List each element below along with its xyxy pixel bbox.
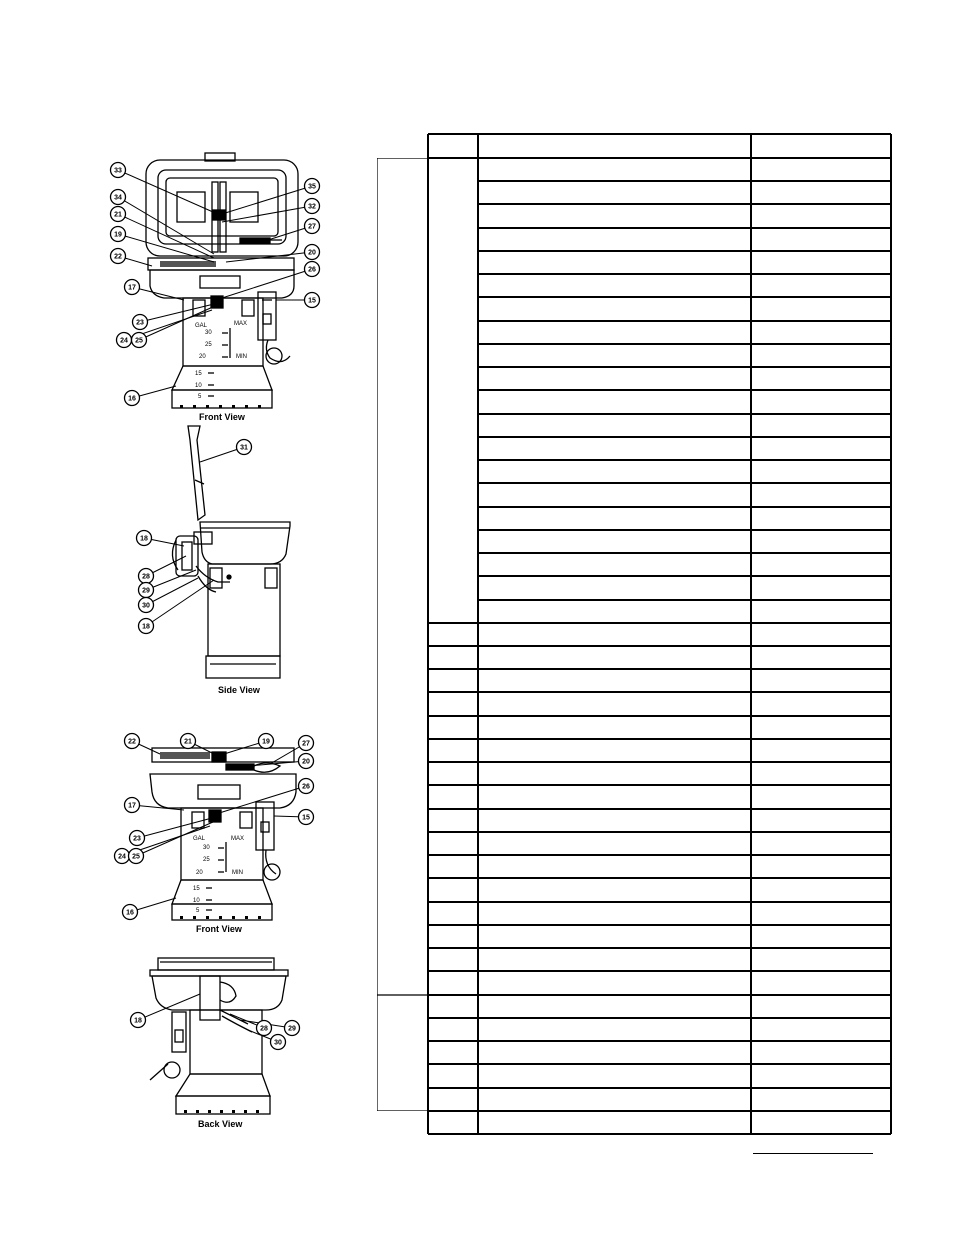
table-row: [428, 809, 891, 832]
svg-text:26: 26: [308, 266, 316, 274]
svg-text:24: 24: [118, 853, 126, 861]
table-row: [428, 925, 891, 948]
table-grid-line: [428, 133, 891, 134]
table-row: [428, 855, 891, 878]
caption-front-view-2: Front View: [196, 924, 242, 934]
svg-text:28: 28: [260, 1025, 268, 1033]
table-row: [428, 762, 891, 785]
svg-text:22: 22: [114, 253, 122, 261]
svg-text:15: 15: [308, 297, 316, 305]
callout-25: [132, 333, 147, 348]
table-row: [428, 948, 891, 971]
table-row: [428, 878, 891, 901]
side-view-drawing: [172, 426, 290, 678]
table-row: [428, 785, 891, 808]
svg-text:21: 21: [114, 211, 122, 219]
callout-29: [285, 1021, 300, 1036]
callout-27: [305, 219, 320, 234]
callout-30: [139, 598, 154, 613]
parts-table: [428, 134, 891, 1134]
svg-text:29: 29: [288, 1025, 296, 1033]
gauge-label-max: MAX: [231, 836, 245, 842]
callout-30: [271, 1035, 286, 1050]
svg-text:20: 20: [308, 249, 316, 257]
front-view-2-drawing: [150, 748, 296, 920]
table-row: [428, 1018, 891, 1041]
svg-text:18: 18: [134, 1017, 142, 1025]
gauge-label-l30: 30: [203, 845, 210, 851]
table-row: [428, 669, 891, 692]
table-row: [428, 530, 891, 553]
callout-24: [117, 333, 132, 348]
callout-27: [299, 736, 314, 751]
svg-text:23: 23: [136, 319, 144, 327]
callout-17: [125, 798, 140, 813]
table-row: [428, 1088, 891, 1111]
table-row: [428, 623, 891, 646]
callout-16: [123, 905, 138, 920]
table-row: [428, 832, 891, 855]
svg-text:18: 18: [142, 623, 150, 631]
caption-front-view-1: Front View: [199, 412, 245, 422]
table-row: [428, 646, 891, 669]
callout-22: [111, 249, 126, 264]
table-row: [428, 1064, 891, 1087]
gauge-label-min: MIN: [236, 354, 247, 360]
table-row: [428, 158, 891, 181]
callout-35: [305, 179, 320, 194]
gauge-label-l15: 15: [195, 371, 202, 377]
table-row: [428, 995, 891, 1018]
table-row: [428, 483, 891, 506]
callout-32: [305, 199, 320, 214]
gauge-label-l20: 20: [196, 870, 203, 876]
table-row: [428, 344, 891, 367]
gauge-label-l20: 20: [199, 354, 206, 360]
callout-20: [299, 754, 314, 769]
table-row: [428, 321, 891, 344]
svg-text:22: 22: [128, 738, 136, 746]
gauge-label-l15: 15: [193, 886, 200, 892]
svg-text:18: 18: [140, 535, 148, 543]
svg-text:16: 16: [126, 909, 134, 917]
table-row: [428, 1041, 891, 1064]
table-row: [428, 204, 891, 227]
svg-text:19: 19: [262, 738, 270, 746]
svg-text:32: 32: [308, 203, 316, 211]
callout-15: [299, 810, 314, 825]
gauge-label-min: MIN: [232, 870, 243, 876]
table-row: [428, 1111, 891, 1134]
callout-18: [139, 619, 154, 634]
callout-26: [299, 779, 314, 794]
callout-19: [259, 734, 274, 749]
gauge-label-l10: 10: [195, 383, 202, 389]
gauge-label-l5: 5: [196, 908, 200, 914]
leader-line: [138, 994, 200, 1020]
gauge-label-l25: 25: [205, 342, 212, 348]
caption-side-view: Side View: [218, 685, 260, 695]
callout-34: [111, 190, 126, 205]
table-row: [428, 414, 891, 437]
table-row: [428, 274, 891, 297]
table-row: [428, 902, 891, 925]
gauge-label-gal: GAL: [193, 836, 206, 842]
svg-text:35: 35: [308, 183, 316, 191]
callout-16: [125, 391, 140, 406]
table-row: [428, 460, 891, 483]
svg-text:26: 26: [302, 783, 310, 791]
svg-text:28: 28: [142, 573, 150, 581]
callout-20: [305, 245, 320, 260]
table-row: [428, 971, 891, 994]
gauge-label-l10: 10: [193, 898, 200, 904]
table-row: [428, 739, 891, 762]
footer-rule: [753, 1153, 873, 1154]
table-header-cell: [751, 134, 891, 158]
table-row: [428, 367, 891, 390]
table-row: [428, 692, 891, 715]
svg-text:17: 17: [128, 284, 136, 292]
leader-line: [222, 269, 312, 298]
callout-18: [131, 1013, 146, 1028]
svg-text:20: 20: [302, 758, 310, 766]
svg-text:29: 29: [142, 587, 150, 595]
svg-text:33: 33: [114, 167, 122, 175]
callout-29: [139, 583, 154, 598]
table-row: [428, 228, 891, 251]
callout-23: [133, 315, 148, 330]
callout-21: [111, 207, 126, 222]
callout-17: [125, 280, 140, 295]
table-row: [428, 600, 891, 623]
svg-text:21: 21: [184, 738, 192, 746]
callout-25: [129, 849, 144, 864]
table-row: [428, 507, 891, 530]
callout-23: [130, 831, 145, 846]
svg-text:30: 30: [274, 1039, 282, 1047]
callout-33: [111, 163, 126, 178]
callout-28: [257, 1021, 272, 1036]
gauge-label-l5: 5: [198, 394, 202, 400]
callout-21: [181, 734, 196, 749]
table-header-cell: [478, 134, 751, 158]
front-view-1-gauge-text: [195, 321, 247, 400]
callout-31: [237, 440, 252, 455]
callout-28: [139, 569, 154, 584]
gauge-label-l25: 25: [203, 857, 210, 863]
table-header-cell: [428, 134, 478, 158]
table-row: [428, 716, 891, 739]
svg-text:16: 16: [128, 395, 136, 403]
svg-text:17: 17: [128, 802, 136, 810]
svg-text:23: 23: [133, 835, 141, 843]
callout-18: [137, 531, 152, 546]
gauge-label-l30: 30: [205, 330, 212, 336]
svg-text:27: 27: [308, 223, 316, 231]
callout-15: [305, 293, 320, 308]
parts-diagram: [0, 0, 360, 1235]
table-row: [428, 297, 891, 320]
svg-text:34: 34: [114, 194, 122, 202]
table-row: [428, 553, 891, 576]
group-bracket: [377, 158, 428, 1111]
table-row: [428, 181, 891, 204]
svg-text:24: 24: [120, 337, 128, 345]
leader-line: [216, 786, 306, 814]
svg-text:30: 30: [142, 602, 150, 610]
callout-26: [305, 262, 320, 277]
callout-22: [125, 734, 140, 749]
caption-back-view: Back View: [198, 1119, 243, 1129]
table-row: [428, 251, 891, 274]
svg-text:25: 25: [135, 337, 143, 345]
svg-text:25: 25: [132, 853, 140, 861]
svg-text:31: 31: [240, 444, 248, 452]
callout-19: [111, 227, 126, 242]
leader-line: [226, 252, 312, 262]
table-row: [428, 576, 891, 599]
callout-24: [115, 849, 130, 864]
gauge-label-max: MAX: [234, 321, 248, 327]
table-row: [428, 390, 891, 413]
gauge-label-gal: GAL: [195, 323, 208, 329]
svg-text:15: 15: [302, 814, 310, 822]
svg-text:19: 19: [114, 231, 122, 239]
table-row: [428, 437, 891, 460]
svg-text:27: 27: [302, 740, 310, 748]
table-header-row: [428, 134, 891, 158]
back-view-drawing: [150, 958, 288, 1114]
